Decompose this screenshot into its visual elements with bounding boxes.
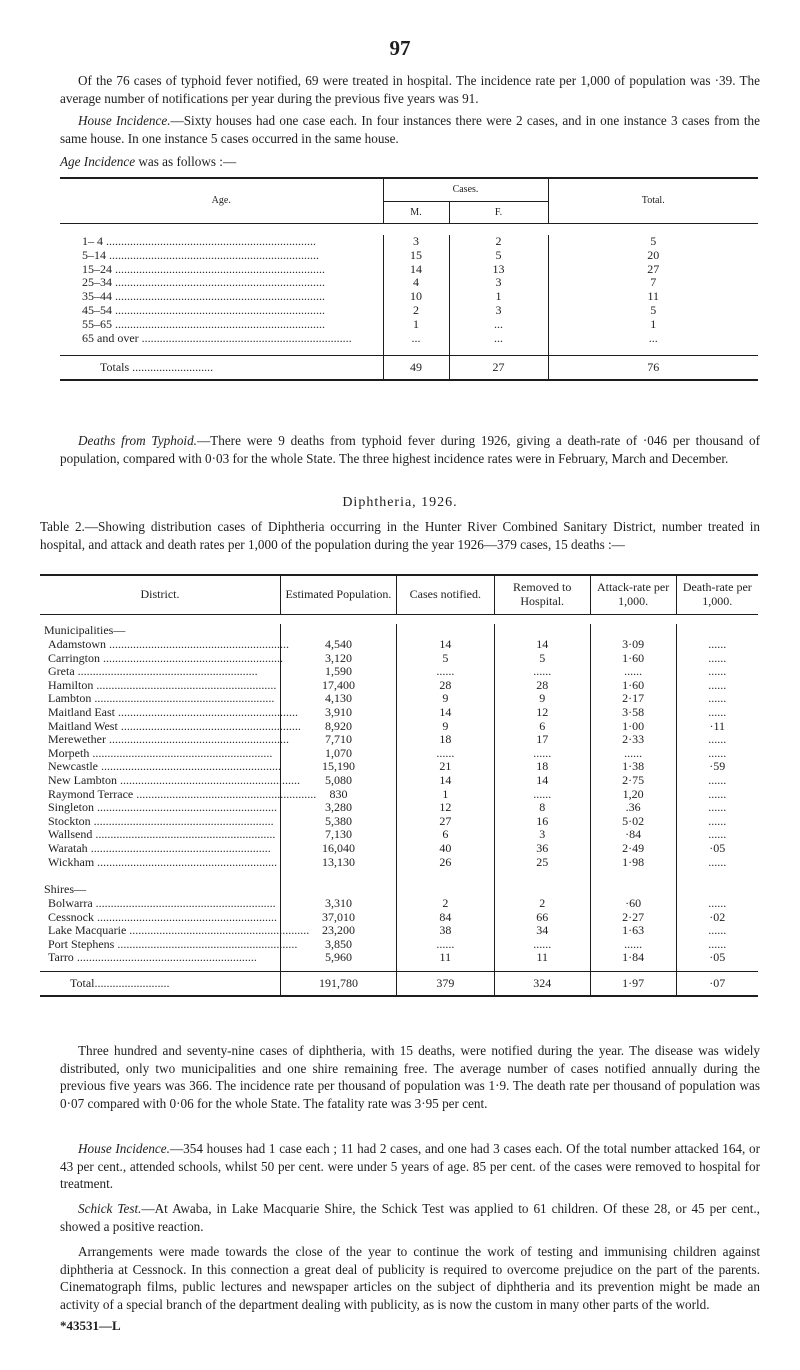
age-cell: 65 and over: [82, 330, 139, 345]
age-incidence-text: was as follows :—: [135, 154, 237, 169]
shires-label: [40, 883, 758, 897]
footer-code: *43531—L: [60, 1318, 121, 1333]
population-cell: 13,130: [281, 856, 397, 870]
hospital-cell: 3: [494, 828, 590, 842]
attack-rate-cell: ......: [590, 665, 676, 679]
cases-cell: 14: [396, 706, 494, 720]
attack-rate-cell: .36: [590, 801, 676, 815]
age-row: 25–34 ...................................................................... 4 3 7: [60, 276, 758, 290]
age-table: [60, 177, 758, 381]
district-row: Wallsend ............................................................ 7,130 6 3 ·84 ......: [40, 828, 758, 842]
district-name-cell: Tarro: [48, 950, 74, 965]
cases-cell: 84: [396, 911, 494, 925]
attack-rate-cell: 2·17: [590, 692, 676, 706]
diphtheria-house-incidence: [60, 1140, 760, 1193]
district-row: Bolwarra ............................................................ 3,310 2 2 ·60 ......: [40, 897, 758, 911]
diphtheria-summary-paragraph: Three hundred and seventy-nine cases of diphtheria, with 15 deaths, were notified during the year. The disease was widely distributed, only two municipalities and one shire remaining free. The average number of cases notified annually during the previous five years was 366. The incidence rate per thousand of population was 1·9. The death rate per thousand of population was 0·07 compared with 0·06 for the whole State. The fatality rate was 3·95 per cent.: [60, 1043, 760, 1111]
district-total-row: Total......................... 191,780 379 324 1·97 ·07: [40, 971, 758, 995]
municipalities-label: [40, 624, 758, 638]
total-cell: 7: [548, 276, 758, 290]
age-incidence-line: [60, 153, 760, 171]
typhoid-house-incidence: [60, 112, 760, 147]
district-row: Greta ............................................................ 1,590 ...... ...... ...... ......: [40, 665, 758, 679]
total-cell: 20: [548, 249, 758, 263]
deaths-from-typhoid: [60, 432, 760, 467]
population-cell: 1,590: [281, 665, 397, 679]
district-name-cell: Wallsend: [48, 827, 93, 842]
death-rate-cell: ......: [676, 652, 758, 666]
district-row: Lake Macquarie ............................................................ 23,200 38 34 1·63 ......: [40, 924, 758, 938]
total-cell: 11: [548, 290, 758, 304]
district-total-death: ·07: [676, 971, 758, 995]
age-row: 55–65 ...................................................................... 1 ... 1: [60, 318, 758, 332]
age-cell: 55–65: [82, 316, 112, 331]
death-rate-cell: ......: [676, 924, 758, 938]
death-rate-cell: ......: [676, 774, 758, 788]
female-cell: 5: [449, 249, 548, 263]
cases-cell: ......: [396, 665, 494, 679]
age-totals-row: Totals ........................... 49 27 76: [60, 355, 758, 379]
district-col-header: District.: [140, 586, 180, 601]
population-cell: 7,710: [281, 733, 397, 747]
diphtheria-heading: Diphtheria, 1926.: [342, 495, 458, 510]
population-cell: 17,400: [281, 679, 397, 693]
total-cell: 5: [548, 304, 758, 318]
cases-cell: 18: [396, 733, 494, 747]
death-rate-cell: ·02: [676, 911, 758, 925]
district-name-cell: Merewether: [48, 732, 106, 747]
schick-test-paragraph: [60, 1200, 760, 1235]
age-col-header: Age.: [211, 195, 231, 207]
death-rate-cell: ......: [676, 828, 758, 842]
attack-rate-cell: 3·58: [590, 706, 676, 720]
attack-rate-cell: 2·33: [590, 733, 676, 747]
attack-rate-cell: 1·98: [590, 856, 676, 870]
population-cell: 15,190: [281, 760, 397, 774]
hospital-cell: 25: [494, 856, 590, 870]
male-cell: 2: [383, 304, 449, 318]
death-rate-cell: ·59: [676, 760, 758, 774]
female-cell: ...: [449, 332, 548, 346]
hospital-cell: ......: [494, 788, 590, 802]
totals-m: 49: [383, 355, 449, 379]
hospital-cell: 6: [494, 720, 590, 734]
population-cell: 16,040: [281, 842, 397, 856]
cases-cell: 6: [396, 828, 494, 842]
male-cell: ...: [383, 332, 449, 346]
district-name-cell: Maitland East: [48, 704, 115, 719]
hospital-cell: 18: [494, 760, 590, 774]
district-row: Singleton ............................................................ 3,280 12 8 .36 ......: [40, 801, 758, 815]
death-rate-cell: ·05: [676, 842, 758, 856]
population-cell: 3,850: [281, 938, 397, 952]
cases-cell: 9: [396, 720, 494, 734]
age-table-body: [60, 235, 758, 345]
hospital-cell: 2: [494, 897, 590, 911]
cases-cell: 28: [396, 679, 494, 693]
district-name-cell: Singleton: [48, 800, 95, 815]
death-rate-cell: ......: [676, 856, 758, 870]
male-cell: 1: [383, 318, 449, 332]
district-name-cell: Lake Macquarie: [48, 923, 127, 938]
attack-rate-cell: 1·00: [590, 720, 676, 734]
arrangements-paragraph: Arrangements were made towards the close of the year to continue the work of testing and immunising children against diphtheria at Cessnock. In this connection a great deal of publicity is required to overcome prejudice on the part of the parents. Cinematograph films, public lectures and newspaper articles on the subject of diphtheria and its prevention might be made an activity of a special branch of the department dealing with publicity, as is now the custom in many other parts of the world.: [60, 1244, 760, 1312]
population-cell: 5,380: [281, 815, 397, 829]
cases-cell: 11: [396, 951, 494, 965]
municipalities-label-text: Municipalities—: [44, 623, 126, 638]
district-name-cell: Stockton: [48, 813, 91, 828]
deaths-text: —There were 9 deaths from typhoid fever during 1926, giving a death-rate of ·046 per thousand of population, compared with 0·03 for the whole State. The three highest incidence rates were in February, March and December.: [60, 433, 761, 466]
male-cell: 10: [383, 290, 449, 304]
age-row: 35–44 ...................................................................... 10 1 11: [60, 290, 758, 304]
district-name-cell: Lambton: [48, 691, 92, 706]
death-rate-cell: ......: [676, 815, 758, 829]
male-cell: 14: [383, 263, 449, 277]
female-cell: 1: [449, 290, 548, 304]
death-rate-cell: ·05: [676, 951, 758, 965]
cases-cell: 2: [396, 897, 494, 911]
district-name-cell: Newcastle: [48, 759, 98, 774]
total-col-header: Total.: [548, 179, 758, 223]
attack-rate-cell: 5·02: [590, 815, 676, 829]
age-incidence-heading: Age Incidence: [60, 154, 136, 169]
population-col-header: Estimated Population.: [281, 576, 397, 614]
female-cell: 2: [449, 235, 548, 249]
district-name-cell: Morpeth: [48, 745, 90, 760]
male-col-header: M.: [383, 201, 449, 223]
cases-cell: ......: [396, 938, 494, 952]
death-rate-cell: ......: [676, 897, 758, 911]
death-col-header: Death-rate per 1,000.: [676, 576, 758, 614]
cases-col-header: Cases.: [383, 179, 548, 201]
population-cell: 5,080: [281, 774, 397, 788]
hospital-cell: 12: [494, 706, 590, 720]
male-cell: 3: [383, 235, 449, 249]
district-total-cases: 379: [396, 971, 494, 995]
district-name-cell: Waratah: [48, 840, 88, 855]
cases-cell: 26: [396, 856, 494, 870]
district-row: Adamstown ............................................................ 4,540 14 14 3·09 ......: [40, 638, 758, 652]
district-row: New Lambton ............................................................ 5,080 14 14 2·75 ......: [40, 774, 758, 788]
cases-cell: 38: [396, 924, 494, 938]
attack-rate-cell: ......: [590, 747, 676, 761]
death-rate-cell: ......: [676, 692, 758, 706]
age-row: 5–14 ...................................................................... 15 5 20: [60, 249, 758, 263]
totals-label: Totals: [100, 360, 130, 375]
district-name-cell: Hamilton: [48, 677, 94, 692]
population-cell: 4,130: [281, 692, 397, 706]
female-cell: 13: [449, 263, 548, 277]
age-cell: 45–54: [82, 302, 112, 317]
district-name-cell: New Lambton: [48, 772, 117, 787]
cases-cell: 12: [396, 801, 494, 815]
age-cell: 25–34: [82, 275, 112, 290]
cases-cell: 14: [396, 774, 494, 788]
death-rate-cell: ......: [676, 938, 758, 952]
hospital-cell: 14: [494, 774, 590, 788]
deaths-heading: Deaths from Typhoid.: [78, 433, 197, 448]
death-rate-cell: ......: [676, 801, 758, 815]
age-row: 15–24 ...................................................................... 14 13 27: [60, 263, 758, 277]
district-name-cell: Bolwarra: [48, 896, 93, 911]
district-total-attack: 1·97: [590, 971, 676, 995]
death-rate-cell: ......: [676, 733, 758, 747]
district-row: Tarro ............................................................ 5,960 11 11 1·84 ·05: [40, 951, 758, 965]
shires-label-text: Shires—: [44, 882, 86, 897]
death-rate-cell: ......: [676, 638, 758, 652]
total-cell: 5: [548, 235, 758, 249]
schick-text: —At Awaba, in Lake Macquarie Shire, the Schick Test was applied to 61 children. Of these 28, or 45 per cent., showed a positive reaction.: [60, 1201, 760, 1234]
district-name-cell: Port Stephens: [48, 936, 115, 951]
death-rate-cell: ......: [676, 747, 758, 761]
cases-cell: 40: [396, 842, 494, 856]
district-name-cell: Maitland West: [48, 718, 118, 733]
female-col-header: F.: [449, 201, 548, 223]
hospital-cell: ......: [494, 938, 590, 952]
population-cell: 830: [281, 788, 397, 802]
schick-heading: Schick Test.: [78, 1201, 142, 1216]
district-row: Stockton ............................................................ 5,380 27 16 5·02 ......: [40, 815, 758, 829]
district-row: Hamilton ............................................................ 17,400 28 28 1·60 ......: [40, 679, 758, 693]
death-rate-cell: ·11: [676, 720, 758, 734]
population-cell: 23,200: [281, 924, 397, 938]
cases-cell: ......: [396, 747, 494, 761]
female-cell: 3: [449, 276, 548, 290]
population-cell: 37,010: [281, 911, 397, 925]
total-cell: ...: [548, 332, 758, 346]
district-name-cell: Carrington: [48, 650, 100, 665]
age-row: 1– 4 ...................................................................... 3 2 5: [60, 235, 758, 249]
district-row: Carrington ............................................................ 3,120 5 5 1·60 ......: [40, 652, 758, 666]
cases-cell: 21: [396, 760, 494, 774]
death-rate-cell: ......: [676, 706, 758, 720]
age-row: 65 and over ...................................................................... ... ... ...: [60, 332, 758, 346]
hospital-cell: ......: [494, 747, 590, 761]
totals-f: 27: [449, 355, 548, 379]
hospital-cell: 14: [494, 638, 590, 652]
hospital-cell: 28: [494, 679, 590, 693]
attack-rate-cell: 1·38: [590, 760, 676, 774]
attack-rate-cell: 1·63: [590, 924, 676, 938]
notified-col-header: Cases notified.: [396, 576, 494, 614]
hospital-cell: 17: [494, 733, 590, 747]
attack-rate-cell: ·84: [590, 828, 676, 842]
hospital-col-header: Removed to Hospital.: [494, 576, 590, 614]
page-number: 97: [389, 36, 411, 60]
district-row: Maitland East ............................................................ 3,910 14 12 3·58 ......: [40, 706, 758, 720]
cases-cell: 1: [396, 788, 494, 802]
population-cell: 3,910: [281, 706, 397, 720]
hospital-cell: 66: [494, 911, 590, 925]
table2-caption: Table 2.—Showing distribution cases of Diphtheria occurring in the Hunter River Combined Sanitary District, number treated in hospital, and attack and death rates per 1,000 of the population during the year 1926—379 cases, 15 deaths :—: [40, 519, 760, 552]
house-incidence-text: —Sixty houses had one case each. In four instances there were 2 cases, and in one instance 3 cases from the same house. In one instance 5 cases occurred in the same house.: [60, 113, 760, 146]
district-name-cell: Greta: [48, 664, 75, 679]
district-row: Cessnock ............................................................ 37,010 84 66 2·27 ·02: [40, 911, 758, 925]
district-row: Wickham ............................................................ 13,130 26 25 1·98 ......: [40, 856, 758, 870]
age-row: 45–54 ...................................................................... 2 3 5: [60, 304, 758, 318]
district-row: Raymond Terrace ............................................................ 830 1 ...... 1,20 ......: [40, 788, 758, 802]
district-total-pop: 191,780: [281, 971, 397, 995]
district-name-cell: Wickham: [48, 854, 95, 869]
intro-paragraph: Of the 76 cases of typhoid fever notified, 69 were treated in hospital. The incidence rate per 1,000 of population was ·39. The average number of notifications per year during the previous five years was 91.: [60, 73, 760, 106]
cases-cell: 9: [396, 692, 494, 706]
total-cell: 1: [548, 318, 758, 332]
hospital-cell: 16: [494, 815, 590, 829]
attack-rate-cell: 1·60: [590, 679, 676, 693]
death-rate-cell: ......: [676, 679, 758, 693]
house-incidence-heading: House Incidence.: [78, 113, 171, 128]
age-cell: 15–24: [82, 261, 112, 276]
district-total-hosp: 324: [494, 971, 590, 995]
population-cell: 5,960: [281, 951, 397, 965]
male-cell: 15: [383, 249, 449, 263]
age-cell: 5–14: [82, 247, 106, 262]
district-table: [40, 574, 758, 997]
hospital-cell: 8: [494, 801, 590, 815]
female-cell: ...: [449, 318, 548, 332]
population-cell: 3,120: [281, 652, 397, 666]
hospital-cell: ......: [494, 665, 590, 679]
district-name-cell: Raymond Terrace: [48, 786, 134, 801]
diphtheria-house-text: —354 houses had 1 case each ; 11 had 2 cases, and one had 3 cases each. Of the total number attacked 164, or 43 per cent., attended schools, whilst 50 per cent. were under 5 years of age. 85 per cent. of the cases were removed to hospital for treatment.: [60, 1141, 760, 1191]
diphtheria-house-heading: House Incidence.: [78, 1141, 170, 1156]
total-cell: 27: [548, 263, 758, 277]
hospital-cell: 11: [494, 951, 590, 965]
age-cell: 35–44: [82, 289, 112, 304]
attack-rate-cell: 2·75: [590, 774, 676, 788]
population-cell: 1,070: [281, 747, 397, 761]
attack-rate-cell: 1·60: [590, 652, 676, 666]
attack-rate-cell: 1·84: [590, 951, 676, 965]
district-row: Lambton ............................................................ 4,130 9 9 2·17 ......: [40, 692, 758, 706]
death-rate-cell: ......: [676, 788, 758, 802]
totals-total: 76: [548, 355, 758, 379]
district-name-cell: Cessnock: [48, 909, 94, 924]
age-cell: 1– 4: [82, 234, 103, 248]
death-rate-cell: ......: [676, 665, 758, 679]
population-cell: 8,920: [281, 720, 397, 734]
cases-cell: 5: [396, 652, 494, 666]
attack-col-header: Attack-rate per 1,000.: [590, 576, 676, 614]
district-total-label: Total: [70, 975, 95, 990]
district-row: Waratah ............................................................ 16,040 40 36 2·49 ·05: [40, 842, 758, 856]
district-table-body: [40, 624, 758, 965]
cases-cell: 14: [396, 638, 494, 652]
population-cell: 3,280: [281, 801, 397, 815]
population-cell: 3,310: [281, 897, 397, 911]
attack-rate-cell: 2·49: [590, 842, 676, 856]
female-cell: 3: [449, 304, 548, 318]
hospital-cell: 5: [494, 652, 590, 666]
attack-rate-cell: ·60: [590, 897, 676, 911]
district-row: Newcastle ............................................................ 15,190 21 18 1·38 ·59: [40, 760, 758, 774]
attack-rate-cell: ......: [590, 938, 676, 952]
attack-rate-cell: 1,20: [590, 788, 676, 802]
district-row: Merewether ............................................................ 7,710 18 17 2·33 ......: [40, 733, 758, 747]
district-row: Maitland West ............................................................ 8,920 9 6 1·00 ·11: [40, 720, 758, 734]
district-row: Port Stephens ............................................................ 3,850 ...... ...... ...... ......: [40, 938, 758, 952]
cases-cell: 27: [396, 815, 494, 829]
hospital-cell: 36: [494, 842, 590, 856]
district-name-cell: Adamstown: [48, 637, 106, 651]
attack-rate-cell: 3·09: [590, 638, 676, 652]
population-cell: 4,540: [281, 638, 397, 652]
attack-rate-cell: 2·27: [590, 911, 676, 925]
hospital-cell: 9: [494, 692, 590, 706]
male-cell: 4: [383, 276, 449, 290]
district-row: Morpeth ............................................................ 1,070 ...... ...... ...... ......: [40, 747, 758, 761]
hospital-cell: 34: [494, 924, 590, 938]
population-cell: 7,130: [281, 828, 397, 842]
